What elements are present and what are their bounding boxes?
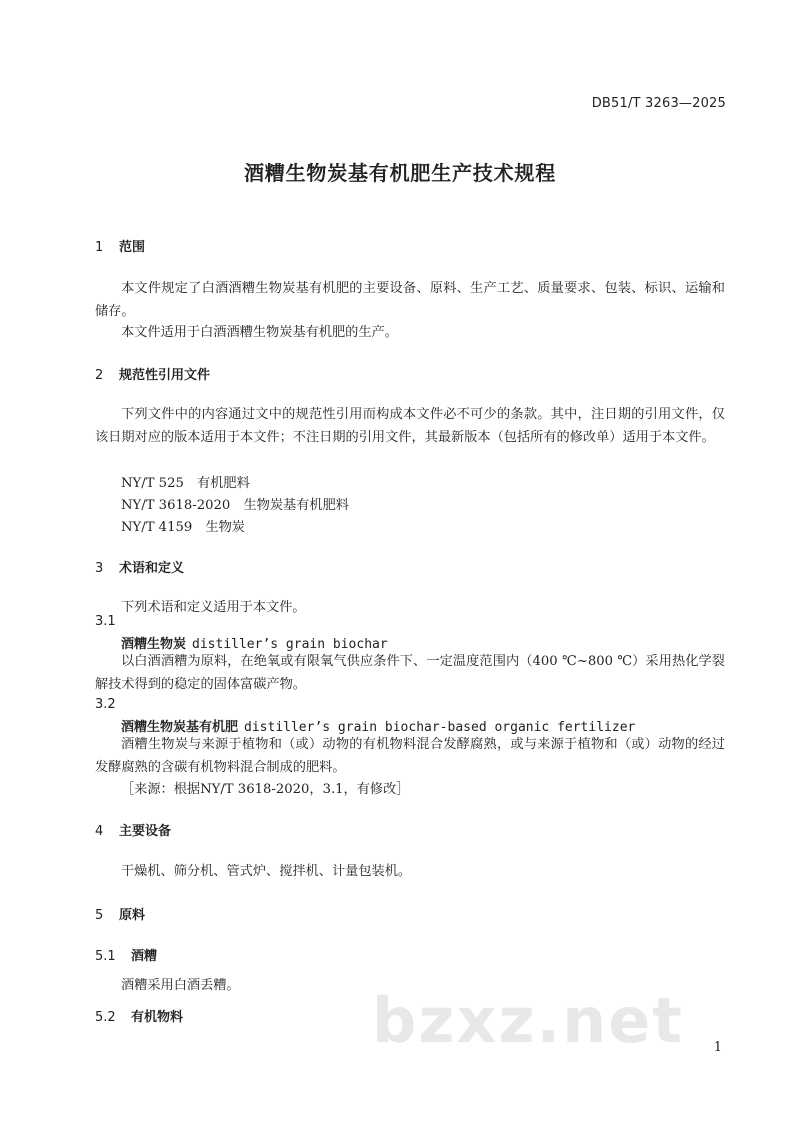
section-4-heading	[95, 820, 171, 839]
reference-item: NY/T 525 有机肥料	[121, 476, 250, 491]
section-number: 1	[95, 240, 104, 255]
term-number: 3.1	[95, 614, 116, 629]
section-3-intro: 下列术语和定义适用于本文件。	[121, 600, 306, 615]
subsection-5-1-heading	[95, 945, 157, 964]
subsection-title: 有机物料	[131, 1010, 184, 1025]
section-2-paragraph-1: 下列文件中的内容通过文中的规范性引用而构成本文件必不可少的条款。其中，注日期的引用文件，仅该日期对应的版本适用于本文件；不注日期的引用文件，其最新版本（包括所有的修改单）适用于本文件。	[95, 407, 725, 445]
section-title: 规范性引用文件	[119, 368, 211, 383]
subsection-title: 酒糟	[131, 949, 158, 964]
section-title: 原料	[119, 908, 146, 923]
watermark: bzxz.net	[372, 984, 684, 1057]
reference-item: NY/T 4159 生物炭	[121, 520, 245, 535]
term-number: 3.2	[95, 697, 116, 712]
term-chinese: 酒糟生物炭基有机肥	[121, 720, 239, 735]
section-5-heading	[95, 904, 145, 923]
section-title: 主要设备	[119, 824, 172, 839]
section-1-paragraph-2: 本文件适用于白酒酒糟生物炭基有机肥的生产。	[121, 325, 398, 340]
term-english: distiller’s grain biochar-based organic fertilizer	[244, 720, 636, 735]
term-english: distiller’s grain biochar	[192, 637, 388, 652]
reference-item: NY/T 3618-2020 生物炭基有机肥料	[121, 498, 349, 513]
section-number: 2	[95, 368, 104, 383]
section-title: 术语和定义	[119, 561, 185, 576]
subsection-5-2-heading	[95, 1006, 183, 1025]
term-definition: 以白酒酒糟为原料，在绝氧或有限氧气供应条件下、一定温度范围内（400 ℃~800 ℃）采用热化学裂解技术得到的稳定的固体富碳产物。	[95, 654, 725, 692]
section-number: 3	[95, 561, 104, 576]
term-source: ［来源：根据NY/T 3618-2020，3.1，有修改］	[121, 782, 410, 797]
subsection-number: 5.1	[95, 949, 116, 964]
subsection-number: 5.2	[95, 1010, 116, 1025]
section-4-paragraph-1: 干燥机、筛分机、管式炉、搅拌机、计量包装机。	[121, 864, 412, 879]
document-title: 酒糟生物炭基有机肥生产技术规程	[244, 161, 556, 185]
section-2-heading	[95, 364, 210, 383]
standard-code: DB51/T 3263—2025	[591, 96, 726, 111]
section-title: 范围	[119, 240, 146, 255]
page-number: 1	[713, 1040, 722, 1055]
subsection-5-1-paragraph: 酒糟采用白酒丢糟。	[121, 978, 240, 993]
section-number: 5	[95, 908, 104, 923]
section-1-heading	[95, 236, 145, 255]
term-chinese: 酒糟生物炭	[121, 637, 187, 652]
section-3-heading	[95, 557, 184, 576]
term-definition: 酒糟生物炭与来源于植物和（或）动物的有机物料混合发酵腐熟，或与来源于植物和（或）动物的经过发酵腐熟的含碳有机物料混合制成的肥料。	[95, 737, 725, 775]
section-number: 4	[95, 824, 104, 839]
section-1-paragraph-1: 本文件规定了白酒酒糟生物炭基有机肥的主要设备、原料、生产工艺、质量要求、包装、标识、运输和储存。	[95, 281, 725, 319]
